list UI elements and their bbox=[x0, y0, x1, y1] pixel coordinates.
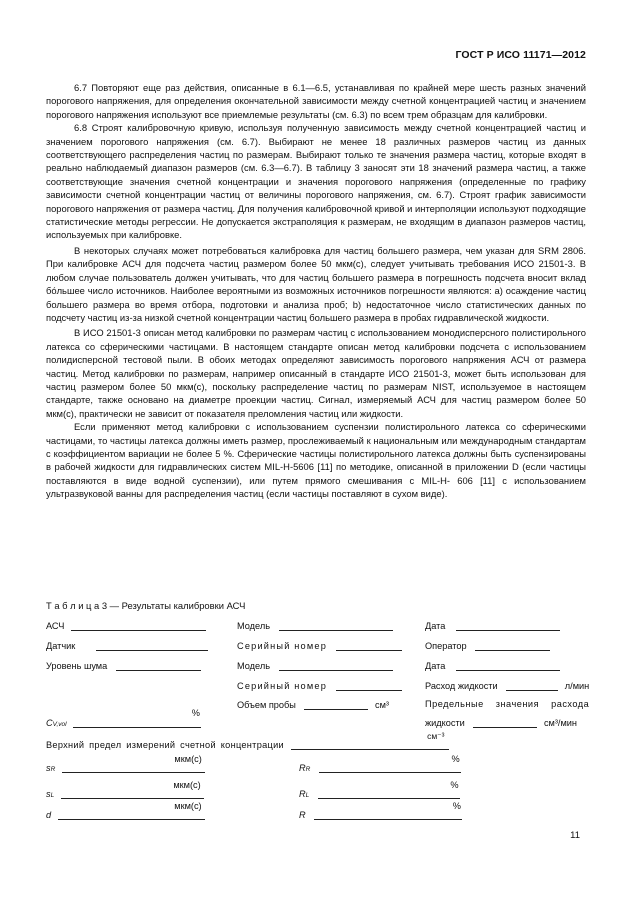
field-sample-volume: Объем пробы см³ bbox=[237, 700, 389, 710]
field-model-2: Модель bbox=[237, 660, 393, 671]
page-number: 11 bbox=[570, 830, 580, 841]
paragraph-6-7: 6.7 Повторяют еще раз действия, описанные в 6.1—6.5, устанавливая по крайней мере шесть разных значений порогового напряжения, для определения окончательной зависимости между счетной концентрацией частиц и значением порогового напряжения используют все приемлемые результаты (см. 6.3) по всем трем образцам для калибровки. bbox=[46, 82, 586, 120]
operator-input-line[interactable] bbox=[475, 640, 550, 651]
field-date-2: Дата bbox=[425, 660, 560, 671]
table-title bbox=[46, 600, 245, 611]
table-title-rest: 3 — Результаты калибровки АСЧ bbox=[101, 600, 246, 611]
field-date-1: Дата bbox=[425, 620, 560, 631]
model-1-input-line[interactable] bbox=[279, 620, 393, 631]
field-s-r: $s_R$ мкм(с) bbox=[46, 761, 235, 773]
field-noise-level: Уровень шума bbox=[46, 660, 201, 671]
r-l-input-line[interactable] bbox=[318, 788, 460, 799]
field-cv: $C_{V,vol}$ % bbox=[46, 708, 200, 728]
paragraph-large-particles: В некоторых случаях может потребоваться калибровка для частиц большего размера, чем указан для SRM 2806. При калибровке АСЧ для подсчета частиц размером более 50 мкм(с), следует учитывать требования ИСО 21501-3. В любом случае пользователь должен учитывать, что для частиц большего размера в погрешность подсчета вносит вклад бо́льшее число источников. Наиболее вероятными из возможных источников погрешности являются: а) осаждение частиц большего размера во время отбора, подготовки и анализа проб; b) недостаточное число статистических данных по подсчету частиц из-за низкой счетной концентрации частиц большего размера в пробах гидравлической жидкости. bbox=[46, 244, 586, 323]
date-2-input-line[interactable] bbox=[456, 660, 560, 671]
serial-1-input-line[interactable] bbox=[336, 640, 402, 651]
cv-input-line[interactable] bbox=[73, 717, 201, 728]
paragraph-latex-method: Если применяют метод калибровки с использованием суспензии полистирольного латекса со сферическими частицами, то частицы латекса должны иметь размер, прослеживаемый к национальным или международным стандартам с коэффициентом вариации не более 5 %. Сферические частицы полистирольного латекса должны быть суспензированы в рабочей жидкости для гидравлических систем MIL-H-5606 [11] по методике, описанной в приложении D (если частицы поставляются в виде водной суспензии), или путем прямого смешивания с MIL-H- 606 [11] с использованием ультразвуковой ванны для распределения частиц (если частицы поставляют в сухом виде). bbox=[46, 421, 586, 500]
date-1-input-line[interactable] bbox=[456, 620, 560, 631]
field-serial-2: Серийный номер bbox=[237, 680, 402, 691]
document-id-header: ГОСТ Р ИСО 11171—2012 bbox=[455, 49, 586, 61]
field-r: R % bbox=[299, 801, 461, 820]
field-apc: АСЧ bbox=[46, 620, 206, 631]
paragraph-iso-21501: В ИСО 21501-3 описан метод калибровки по размерам частиц с использованием монодисперсного полистирольного латекса со сферическими частицами. В настоящем стандарте описан метод калибровки подсчета с использованием полидисперсной тестовой пыли. В обоих методах определяют зависимость порогового напряжения АСЧ от размера частиц. Метод калибровки по размерам, например описанный в стандарте ИСО 21501-3, может быть использован для частиц размером более 50 мкм(с), поскольку распределение частиц по размерам NIST, используемое в настоящем стандарте, также основано на диаметре проекции частиц. Сигнал, измеряемый АСЧ для частиц размером более 50 мкм(с), практически не зависит от показателя преломления частиц или жидкости. bbox=[46, 327, 586, 419]
field-sensor: Датчик bbox=[46, 640, 208, 651]
field-r-l: $R_L$ % bbox=[299, 780, 459, 799]
sensor-input-line[interactable] bbox=[96, 640, 208, 651]
table-title-prefix: Т а б л и ц а bbox=[46, 600, 100, 611]
field-serial-1: Серийный номер bbox=[237, 640, 402, 651]
noise-level-input-line[interactable] bbox=[116, 660, 201, 671]
field-flow-limits: жидкости см³/мин bbox=[425, 718, 577, 728]
field-model-1: Модель bbox=[237, 620, 393, 631]
paragraph-6-8: 6.8 Строят калибровочную кривую, используя полученную зависимость между счетной концентрацией частиц и значением порогового напряжения (см. 6.7). Выбирают не менее 18 различных размеров частиц из данных соответствующего распределения частиц по размерам. Выбирают только те значения размера частиц, которые входят в реально наблюдаемый диапазон размеров (см. 6.3—6.7). В таблицу 3 заносят эти 18 значений размера частиц, а также соответствующие значения счетной концентрации и значения порогового напряжения (определенные по графику зависимости счетной концентрации частиц от величины порогового напряжения, см. 6.7). Строят график зависимости порогового напряжения от размера частиц. Для получения калибровочной кривой и интерполяции используют подходящие статистические методы регрессии. Не допускается экстраполяция к размерам, не входящим в диапазон размеров частиц, используемых при калибровке. bbox=[46, 122, 586, 241]
field-flow-rate: Расход жидкости л/мин bbox=[425, 681, 590, 691]
flow-limits-input-line[interactable] bbox=[473, 717, 537, 728]
field-flow-limits-label: Предельные значения расхода bbox=[425, 699, 590, 709]
field-upper-limit: Верхний предел измерений счетной концентрации см⁻³ bbox=[46, 739, 469, 750]
serial-2-input-line[interactable] bbox=[336, 680, 402, 691]
field-d: d мкм(с) bbox=[46, 809, 235, 820]
sample-volume-input-line[interactable] bbox=[304, 699, 368, 710]
field-r-r: $R_R$ % bbox=[299, 754, 460, 773]
flow-rate-input-line[interactable] bbox=[506, 680, 558, 691]
model-2-input-line[interactable] bbox=[279, 660, 393, 671]
field-operator: Оператор bbox=[425, 640, 550, 651]
field-s-l: $s_L$ мкм(с) bbox=[46, 787, 234, 799]
upper-limit-input-line[interactable] bbox=[291, 739, 449, 750]
apc-input-line[interactable] bbox=[71, 620, 206, 631]
r-input-line[interactable] bbox=[314, 809, 462, 820]
body-text bbox=[46, 81, 586, 501]
r-r-input-line[interactable] bbox=[319, 762, 461, 773]
